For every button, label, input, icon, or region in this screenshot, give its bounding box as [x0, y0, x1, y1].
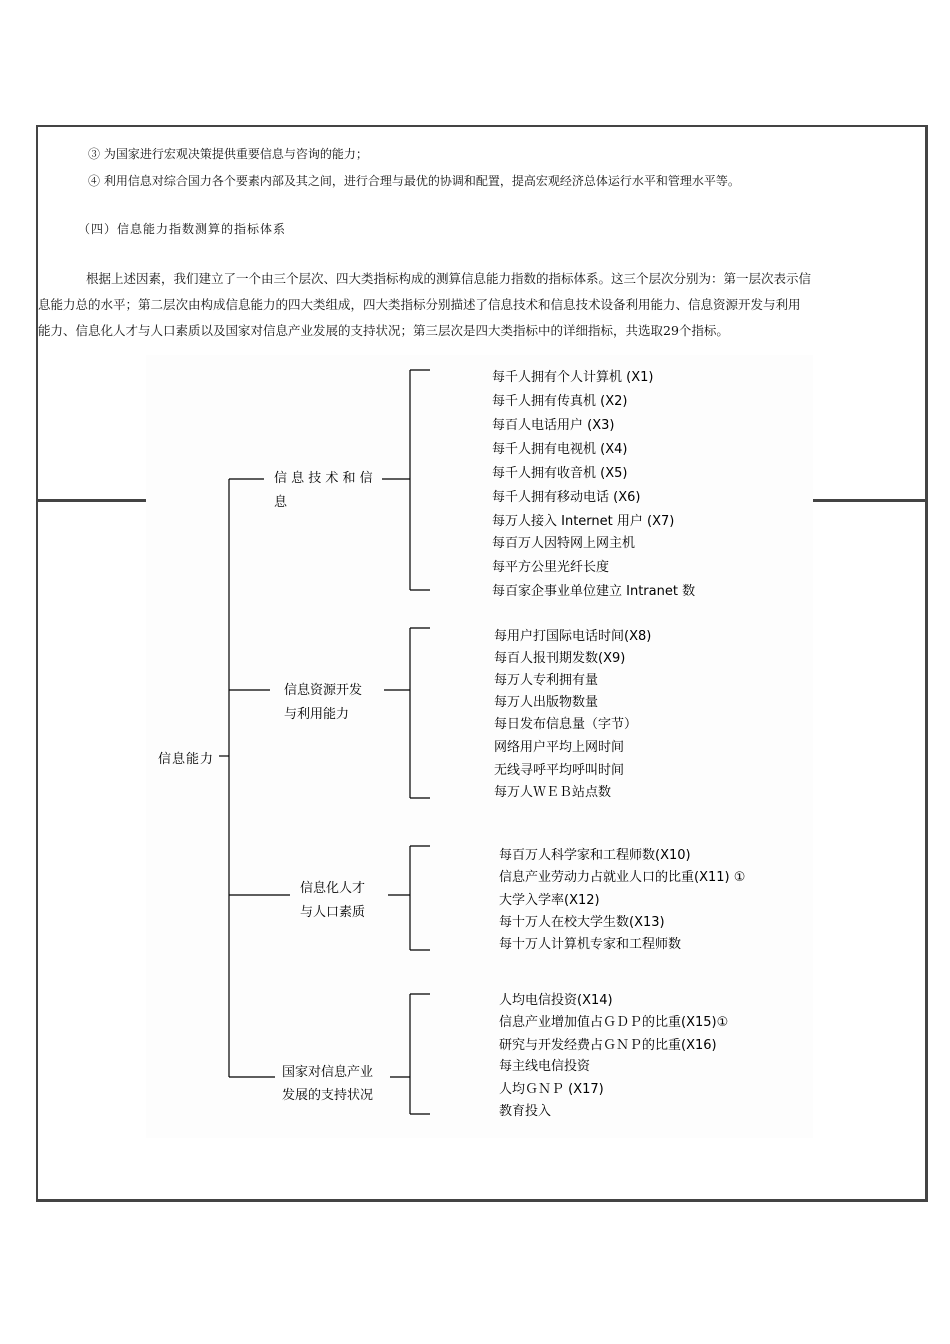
indicator-item: 每十万人计算机专家和工程师数: [499, 937, 682, 952]
root-node: 信息能力: [158, 752, 215, 767]
indicator-item: 每平方公里光纤长度: [492, 560, 610, 575]
indicator-item: 每百人报刊期发数(X9): [494, 651, 626, 666]
indicator-item: 每百万人因特网上网主机: [492, 536, 636, 551]
indicator-item: 网络用户平均上网时间: [494, 740, 625, 755]
indicator-item: 信息产业劳动力占就业人口的比重(X11) ①: [499, 870, 746, 885]
category-label-line: 与利用能力: [284, 707, 350, 722]
indicator-item: 每万人ＷＥＢ站点数: [494, 785, 612, 800]
intro-item-3: ③ 为国家进行宏观决策提供重要信息与咨询的能力；: [88, 147, 368, 161]
category-label-line: 国家对信息产业: [282, 1065, 374, 1080]
indicator-item: 每百家企事业单位建立 Intranet 数: [492, 584, 696, 599]
indicator-item: 每十万人在校大学生数(X13): [499, 915, 665, 930]
category-label-line: 信息资源开发: [284, 683, 363, 698]
indicator-item: 每千人拥有个人计算机 (X1): [492, 370, 654, 385]
category-label-line: 息: [274, 495, 288, 510]
indicator-item: 每百万人科学家和工程师数(X10): [499, 848, 691, 863]
paragraph-line: 息能力总的水平；第二层次由构成信息能力的四大类组成，四大类指标分别描述了信息技术和信息技术设备利用能力、信息资源开发与利用: [38, 297, 801, 312]
indicator-item: 每百人电话用户 (X3): [492, 418, 615, 433]
paragraph-line: 能力、信息化人才与人口素质以及国家对信息产业发展的支持状况；第三层次是四大类指标中的详细指标，共选取29个指标。: [38, 323, 729, 338]
indicator-item: 每用户打国际电话时间(X8): [494, 629, 652, 644]
category-label-line: 信 息 技 术 和 信: [274, 471, 373, 486]
indicator-item: 人均ＧＮＰ (X17): [499, 1082, 604, 1097]
indicator-item: 人均电信投资(X14): [499, 993, 613, 1008]
indicator-item: 教育投入: [499, 1104, 552, 1119]
indicator-item: 大学入学率(X12): [499, 893, 600, 908]
indicator-item: 研究与开发经费占ＧＮＰ的比重(X16): [499, 1038, 717, 1053]
indicator-item: 每千人拥有移动电话 (X6): [492, 490, 641, 505]
section-heading: （四）信息能力指数测算的指标体系: [78, 222, 287, 236]
category-label-line: 信息化人才: [300, 881, 366, 896]
paragraph-line: 根据上述因素，我们建立了一个由三个层次、四大类指标构成的测算信息能力指数的指标体系。这三个层次分别为：第一层次表示信: [86, 271, 812, 286]
category-label-line: 与人口素质: [300, 905, 366, 920]
indicator-item: 每千人拥有收音机 (X5): [492, 466, 628, 481]
category-label-line: 发展的支持状况: [282, 1088, 374, 1103]
indicator-item: 每万人专利拥有量: [494, 673, 599, 688]
indicator-item: 每万人出版物数量: [494, 695, 599, 710]
intro-item-4: ④ 利用信息对综合国力各个要素内部及其之间，进行合理与最优的协调和配置，提高宏观经济总体运行水平和管理水平等。: [88, 174, 740, 188]
indicator-item: 每千人拥有传真机 (X2): [492, 394, 628, 409]
indicator-item: 每千人拥有电视机 (X4): [492, 442, 628, 457]
indicator-item: 每万人接入 Internet 用户 (X7): [492, 514, 675, 529]
indicator-item: 无线寻呼平均呼叫时间: [494, 763, 625, 778]
indicator-item: 每日发布信息量（字节）: [494, 717, 638, 732]
indicator-item: 信息产业增加值占ＧＤＰ的比重(X15)①: [499, 1015, 729, 1030]
indicator-item: 每主线电信投资: [499, 1059, 591, 1074]
